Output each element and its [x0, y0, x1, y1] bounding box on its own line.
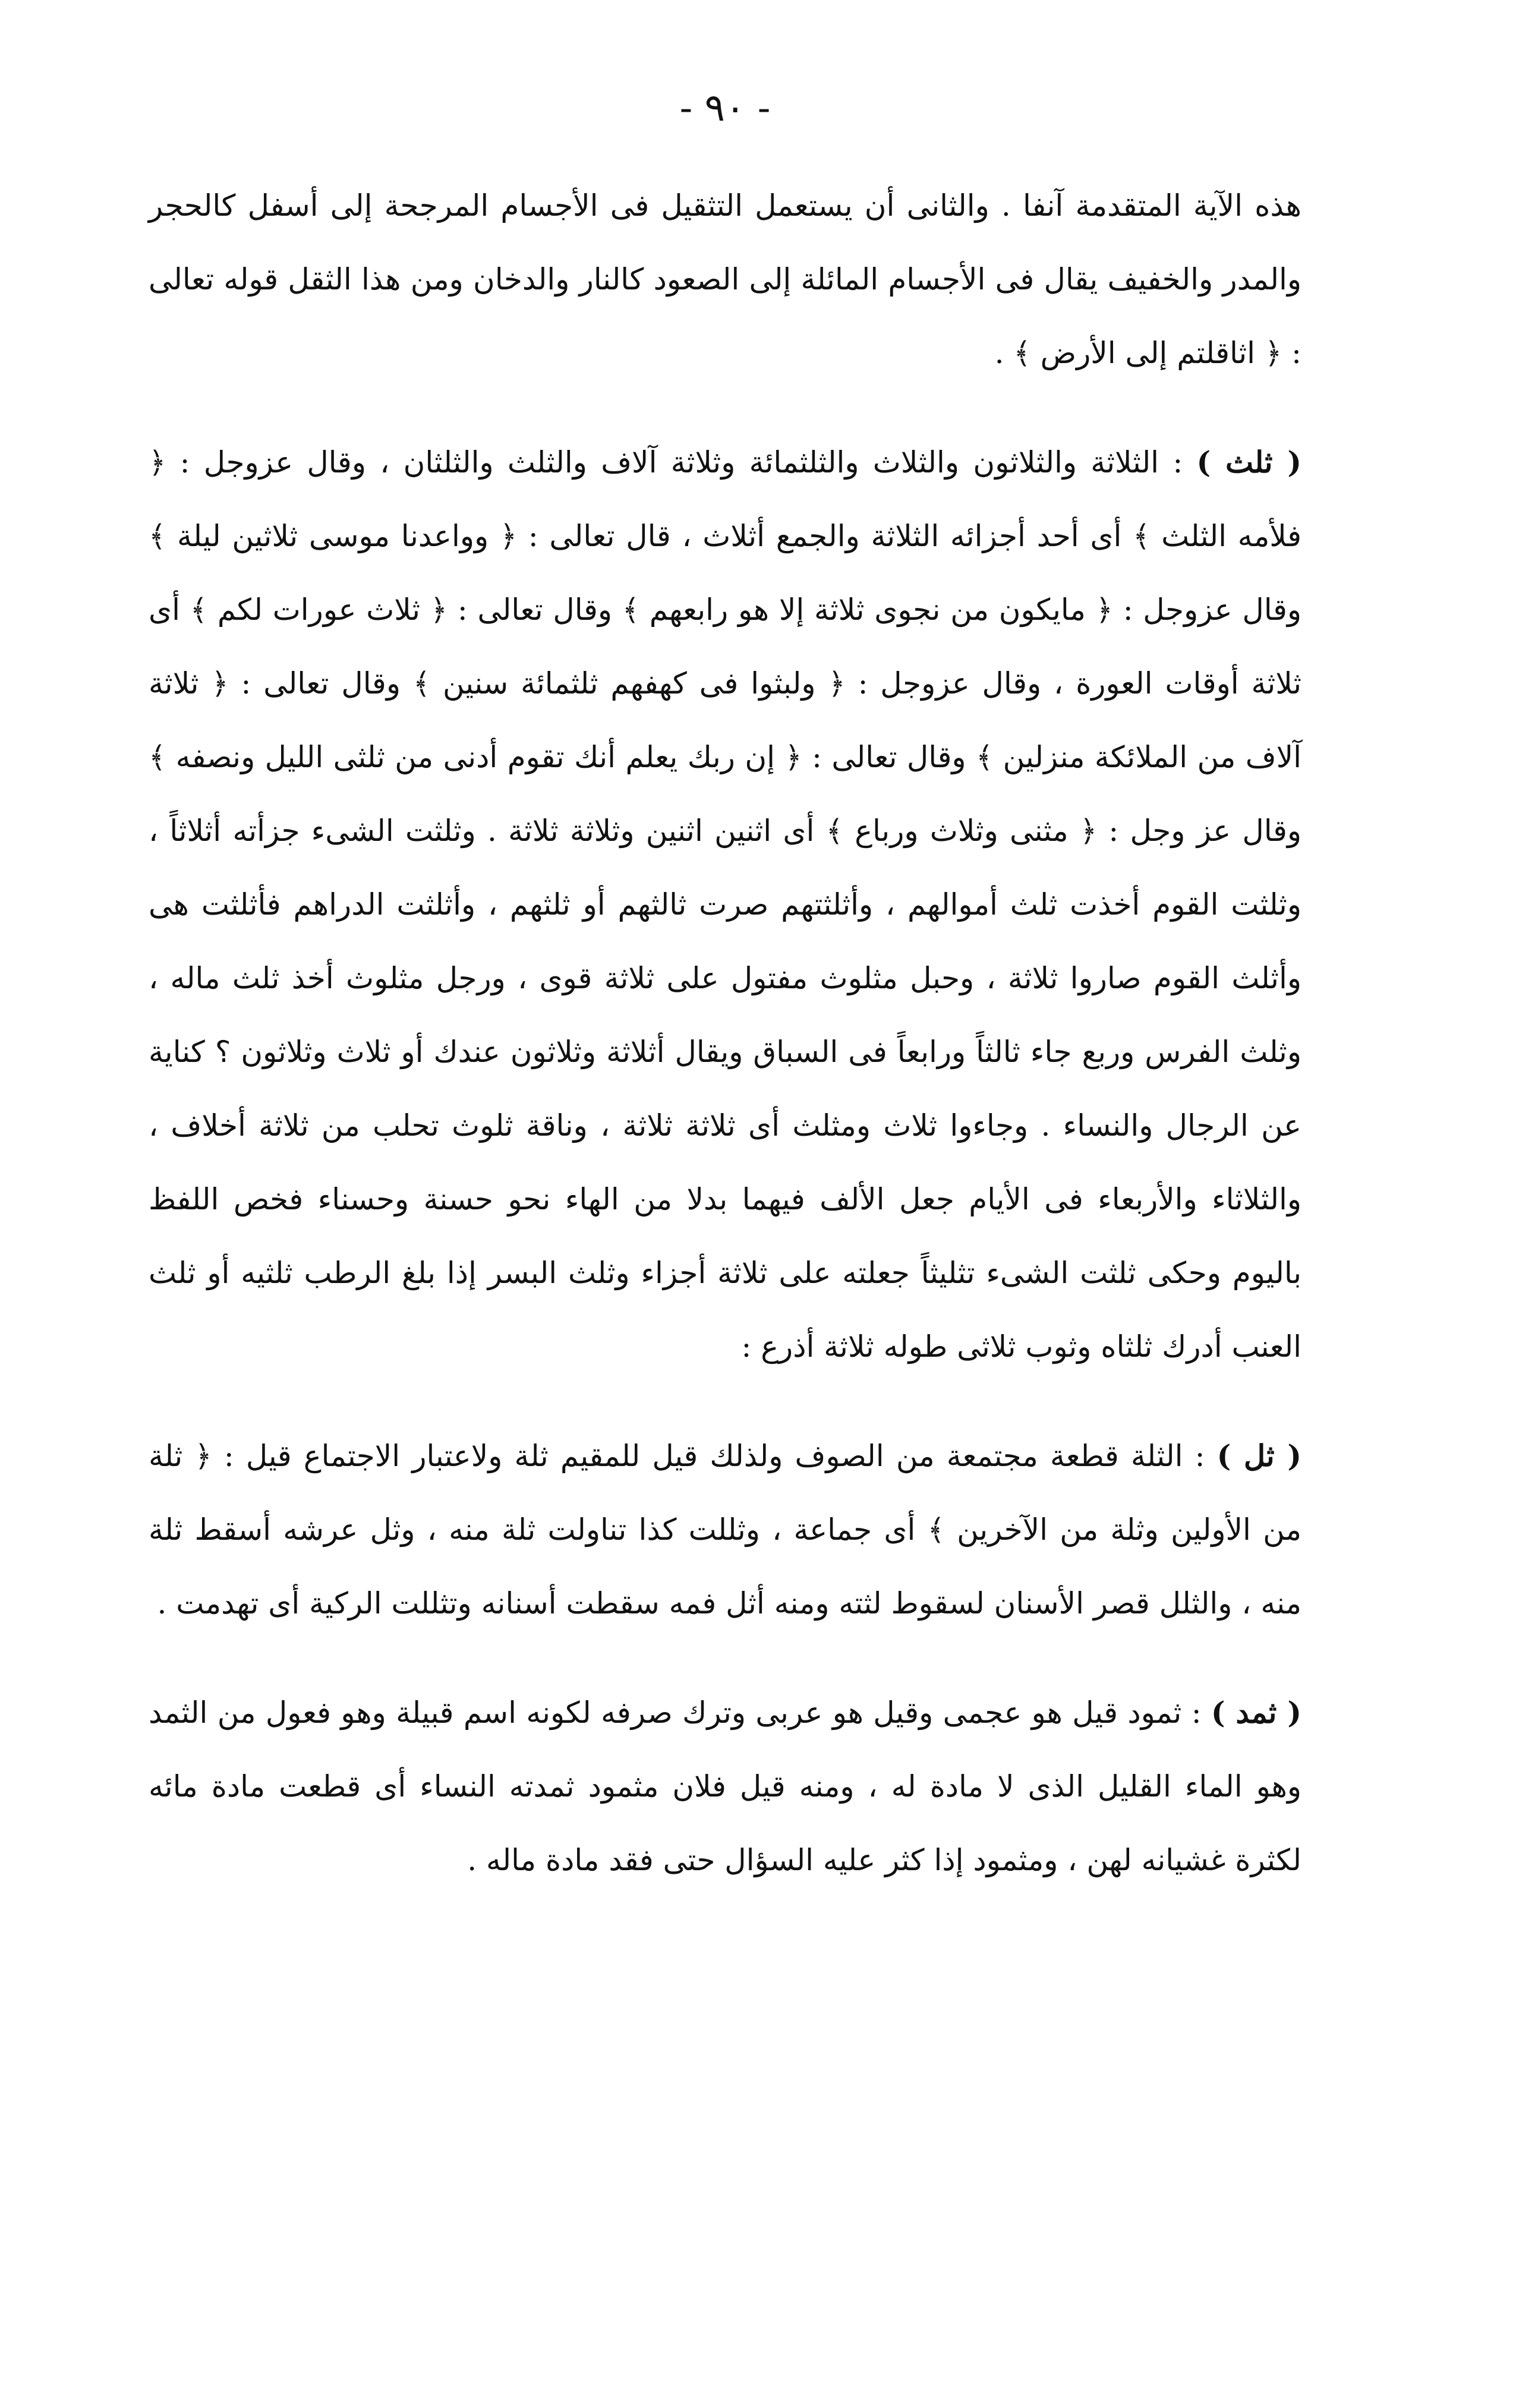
document-page	[149, 86, 1301, 1933]
entry-text: : الثلاثة والثلاثون والثلاث والثلثمائة وثلاثة آلاف والثلث والثلثان ، وقال عزوجل : ﴿ فلأمه الثلث ﴾ أى أحد أجزائه الثلاثة والجمع أثلاث ، قال تعالى : ﴿ وواعدنا موسى ثلاثين ليلة ﴾ وقال عزوجل : ﴿ مايكون من نجوى ثلاثة إلا هو رابعهم ﴾ وقال تعالى : ﴿ ثلاث عورات لكم ﴾ أى ثلاثة أوقات العورة ، وقال عزوجل : ﴿ ولبثوا فى كهفهم ثلثمائة سنين ﴾ وقال تعالى : ﴿ ثلاثة آلاف من الملائكة منزلين ﴾ وقال تعالى : ﴿ إن ربك يعلم أنك تقوم أدنى من ثلثى الليل ونصفه ﴾ وقال عز وجل : ﴿ مثنى وثلاث ورباع ﴾ أى اثنين اثنين وثلاثة ثلاثة . وثلثت الشىء جزأته أثلاثاً ، وثلثت القوم أخذت ثلث أموالهم ، وأثلثتهم صرت ثالثهم أو ثلثهم ، وأثلثت الدراهم فأثلثت هى وأثلث القوم صاروا ثلاثة ، وحبل مثلوث مفتول على ثلاثة قوى ، ورجل مثلوث أخذ ثلث ماله ، وثلث الفرس وربع جاء ثالثاً ورابعاً فى السباق ويقال أثلاثة وثلاثون عندك أو ثلاث وثلاثون ؟ كناية عن الرجال والنساء . وجاءوا ثلاث ومثلث أى ثلاثة ثلاثة ، وناقة ثلوث تحلب من ثلاثة أخلاف ، والثلاثاء والأربعاء فى الأيام جعل الألف فيهما بدلا من الهاء نحو حسنة وحسناء فخص اللفظ باليوم وحكى ثلثت الشىء تثليثاً جعلته على ثلاثة أجزاء وثلث البسر إذا بلغ الرطب ثلثيه أو ثلث العنب أدرك ثلثاه وثوب ثلاثى طوله ثلاثة أذرع :	[149, 445, 1301, 1364]
entry-head: ( ثلث )	[1196, 445, 1301, 480]
entry-text: هذه الآية المتقدمة آنفا . والثانى أن يستعمل التثقيل فى الأجسام المرجحة إلى أسفل كالحجر والمدر والخفيف يقال فى الأجسام المائلة إلى الصعود كالنار والدخان ومن هذا الثقل قوله تعالى : ﴿ اثاقلتم إلى الأرض ﴾ .	[149, 188, 1301, 370]
entry-head: ( ثل )	[1216, 1438, 1301, 1473]
paragraph-entry-thlth	[149, 426, 1301, 1383]
entry-text: : ثمود قيل هو عجمى وقيل هو عربى وترك صرفه لكونه اسم قبيلة وهو فعول من الثمد وهو الماء القليل الذى لا مادة له ، ومنه قيل فلان مثمود ثمدته النساء أى قطعت مادة مائه لكثرة غشيانه لهن ، ومثمود إذا كثر عليه السؤال حتى فقد مادة ماله .	[149, 1695, 1301, 1877]
entry-head: ( ثمد )	[1211, 1695, 1301, 1730]
paragraph-entry-thall	[149, 1419, 1301, 1640]
page-number: - ٩٠ -	[679, 86, 771, 130]
entry-text: : الثلة قطعة مجتمعة من الصوف ولذلك قيل للمقيم ثلة ولاعتبار الاجتماع قيل : ﴿ ثلة من الأولين وثلة من الآخرين ﴾ أى جماعة ، وثللت كذا تناولت ثلة منه ، وثل عرشه أسقط ثلة منه ، والثلل قصر الأسنان لسقوط لثته ومنه أثل فمه سقطت أسنانه وتثللت الركية أى تهدمت .	[149, 1439, 1301, 1621]
paragraph-thaql-continuation	[149, 169, 1301, 390]
paragraph-entry-thamad	[149, 1676, 1301, 1897]
